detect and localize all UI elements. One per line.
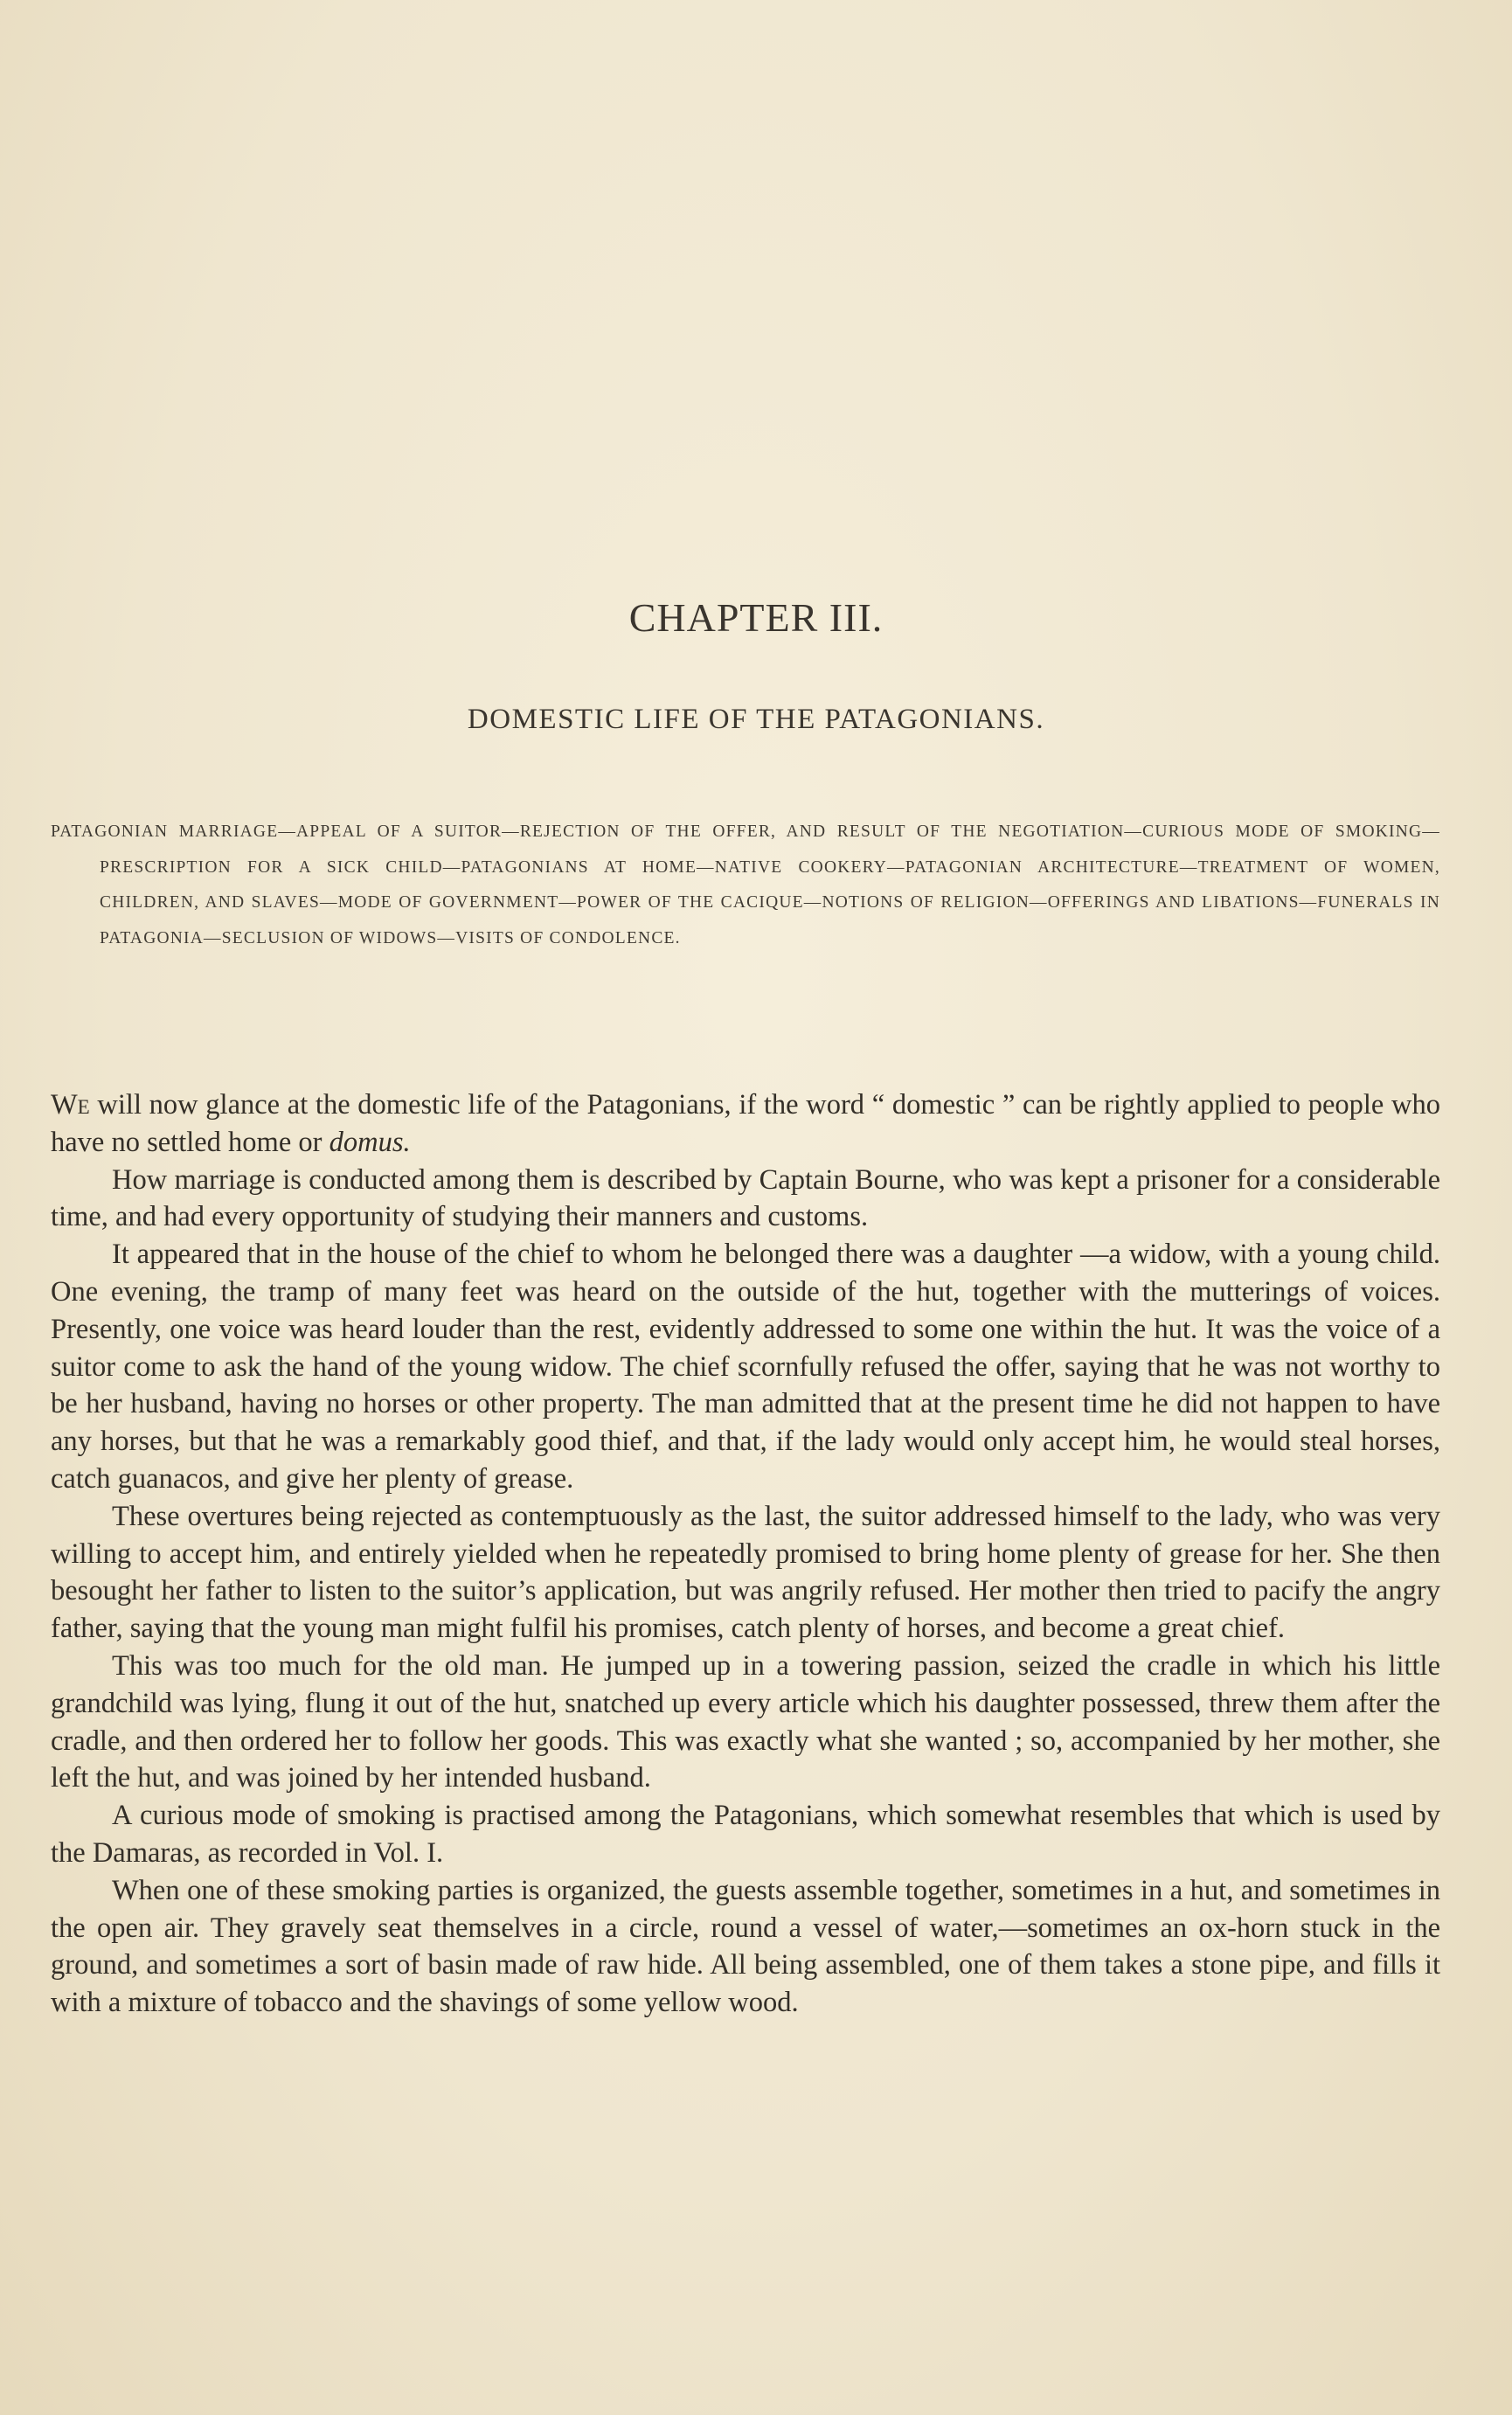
paragraph-1-text: will now glance at the domestic life of the Patagonians, if the word “ domestic ” can be rightly applied to people who have no settled home or [51,1089,1440,1158]
chapter-synopsis [51,815,1440,956]
paragraph-2: How marriage is conducted among them is described by Captain Bourne, who was kept a prisoner for a considerable time, and had every opportunity of studying their manners and customs. [51,1163,1440,1233]
paragraph-1-italic: domus. [329,1126,411,1158]
paragraph-4: These overtures being rejected as contemptuously as the last, the suitor addressed himself to the lady, who was very willing to accept him, and entirely yielded when he repeatedly promised to bring home plenty of grease for her. She then besought her father to listen to the suitor’s application, but was angrily refused. Her mother then tried to pacify the angry father, saying that the young man might fulfil his promises, catch plenty of horses, and become a great chief. [51,1500,1440,1645]
chapter-title: CHAPTER III. [628,595,884,640]
paragraph-5: This was too much for the old man. He jumped up in a towering passion, seized the cradle in which his little grandchild was lying, flung it out of the hut, snatched up every article which his daughter possessed, threw them after the cradle, and then ordered her to follow her goods. This was exactly what she wanted ; so, accompanied by her mother, she left the hut, and was joined by her intended husband. [51,1649,1440,1794]
paragraph-3: It appeared that in the house of the chief to whom he belonged there was a daughter —a widow, with a young child. One evening, the tramp of many feet was heard on the outside of the hut, together with the mutterings of voices. Presently, one voice was heard louder than the rest, evidently addressed to some one within the hut. It was the voice of a suitor come to ask the hand of the young widow. The chief scornfully refused the offer, saying that he was not worthy to be her husband, having no horses or other property. The man admitted that at the present time he did not happen to have any horses, but that he was a remarkably good thief, and that, if the lady would only accept him, he would steal horses, catch guanacos, and give her plenty of grease. [51,1239,1440,1495]
paragraph-7: When one of these smoking parties is organized, the guests assemble together, sometimes in a hut, and sometimes in the open air. They gravely seat themselves in a circle, round a vessel of water,—sometimes an ox-horn stuck in the ground, and sometimes a sort of basin made of raw hide. All being assembled, one of them takes a stone pipe, and fills it with a mixture of tobacco and the shavings of some yellow wood. [51,1874,1440,2019]
paragraph-6: A curious mode of smoking is practised among the Patagonians, which somewhat resembles that which is used by the Damaras, as recorded in Vol. I. [51,1800,1440,1869]
chapter-subtitle: DOMESTIC LIFE OF THE PATAGONIANS. [467,704,1045,735]
paragraph-lead-word: We [51,1089,90,1121]
synopsis-text: PATAGONIAN MARRIAGE—APPEAL OF A SUITOR—REJECTION OF THE OFFER, AND RESULT OF THE NEGOTIATION—CURIOUS MODE OF SMOKING—PRESCRIPTION FOR A SICK CHILD—PATAGONIANS AT HOME—NATIVE COOKERY—PATAGONIAN ARCHITECTURE—TREATMENT OF WOMEN, CHILDREN, AND SLAVES—MODE OF GOVERNMENT—POWER OF THE CACIQUE—NOTIONS OF RELIGION—OFFERINGS AND LIBATIONS—FUNERALS IN PATAGONIA—SECLUSION OF WIDOWS—VISITS OF CONDOLENCE. [51,822,1440,947]
body-text [51,1086,1440,2022]
paragraph-1 [51,1086,1440,1162]
